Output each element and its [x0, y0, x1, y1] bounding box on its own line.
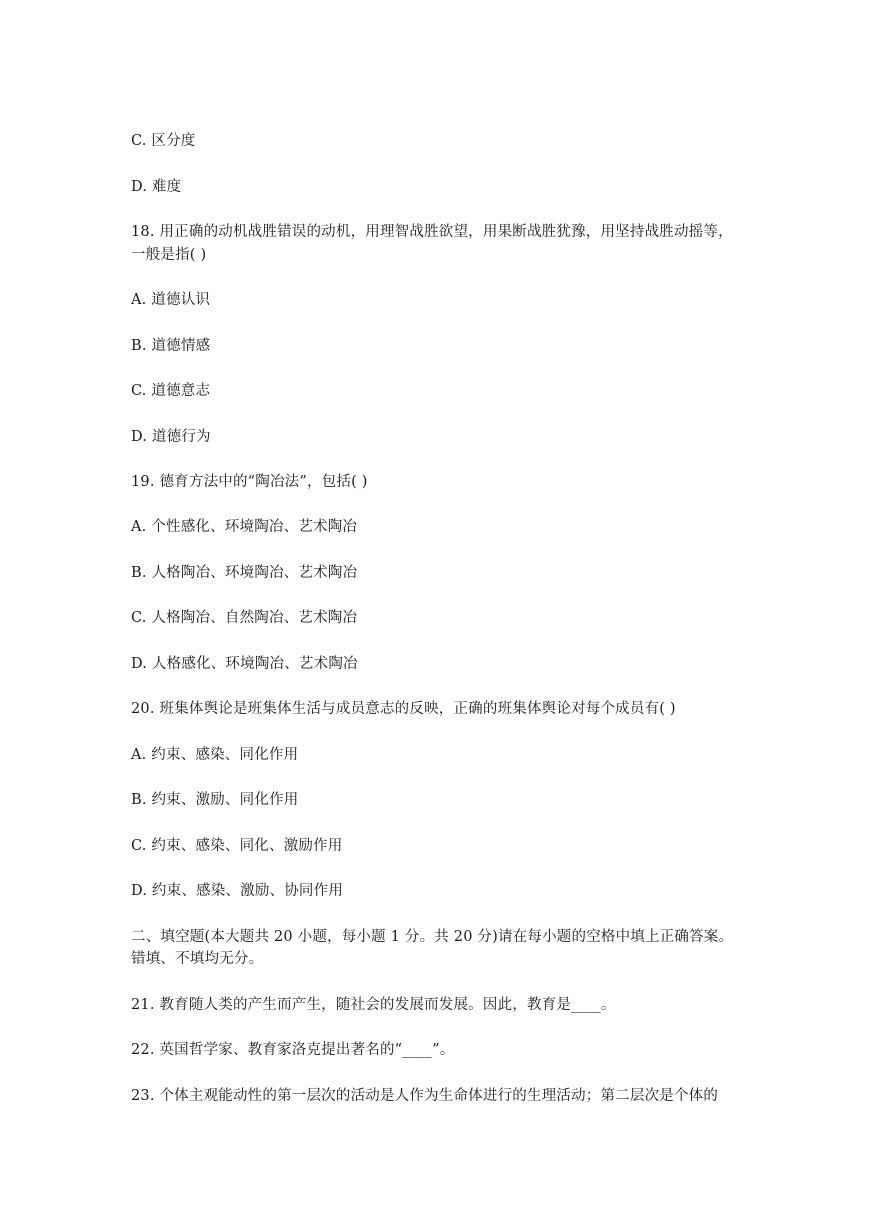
question-23-line-1: 23. 个体主观能动性的第一层次的活动是人作为生命体进行的生理活动；第二层次是个体的 — [131, 1088, 719, 1104]
question-20: 20. 班集体舆论是班集体生活与成员意志的反映，正确的班集体舆论对每个成员有( ) — [131, 701, 676, 717]
option-c-q17: C. 区分度 — [131, 133, 196, 149]
option-b-q19: B. 人格陶冶、环境陶冶、艺术陶冶 — [131, 565, 358, 581]
option-d-q19: D. 人格感化、环境陶冶、艺术陶冶 — [131, 656, 358, 672]
option-c-q18: C. 道德意志 — [131, 383, 211, 399]
option-c-q19: C. 人格陶冶、自然陶冶、艺术陶冶 — [131, 610, 358, 626]
section-heading-line-2: 错填、不填均无分。 — [131, 951, 264, 967]
option-a-q20: A. 约束、感染、同化作用 — [131, 747, 299, 763]
option-a-q19: A. 个性感化、环境陶冶、艺术陶冶 — [131, 519, 358, 535]
option-d-q20: D. 约束、感染、激励、协同作用 — [131, 883, 344, 899]
question-21: 21. 教育随人类的产生而产生，随社会的发展而发展。因此，教育是____。 — [131, 997, 616, 1013]
option-d-q18: D. 道德行为 — [131, 429, 211, 445]
section-heading-line-1: 二、填空题(本大题共 20 小题，每小题 1 分。共 20 分)请在每小题的空格中填上正确答案。 — [131, 929, 734, 945]
question-18-line-2: 一般是指( ) — [131, 247, 207, 263]
question-22: 22. 英国哲学家、教育家洛克提出著名的“____”。 — [131, 1042, 455, 1058]
option-d-q17: D. 难度 — [131, 179, 182, 195]
option-c-q20: C. 约束、感染、同化、激励作用 — [131, 838, 343, 854]
option-a-q18: A. 道德认识 — [131, 292, 211, 308]
question-18-line-1: 18. 用正确的动机战胜错误的动机，用理智战胜欲望，用果断战胜犹豫，用坚持战胜动摇等， — [131, 224, 733, 240]
option-b-q18: B. 道德情感 — [131, 338, 211, 354]
question-19: 19. 德育方法中的“陶冶法”，包括( ) — [131, 474, 368, 490]
option-b-q20: B. 约束、激励、同化作用 — [131, 792, 299, 808]
